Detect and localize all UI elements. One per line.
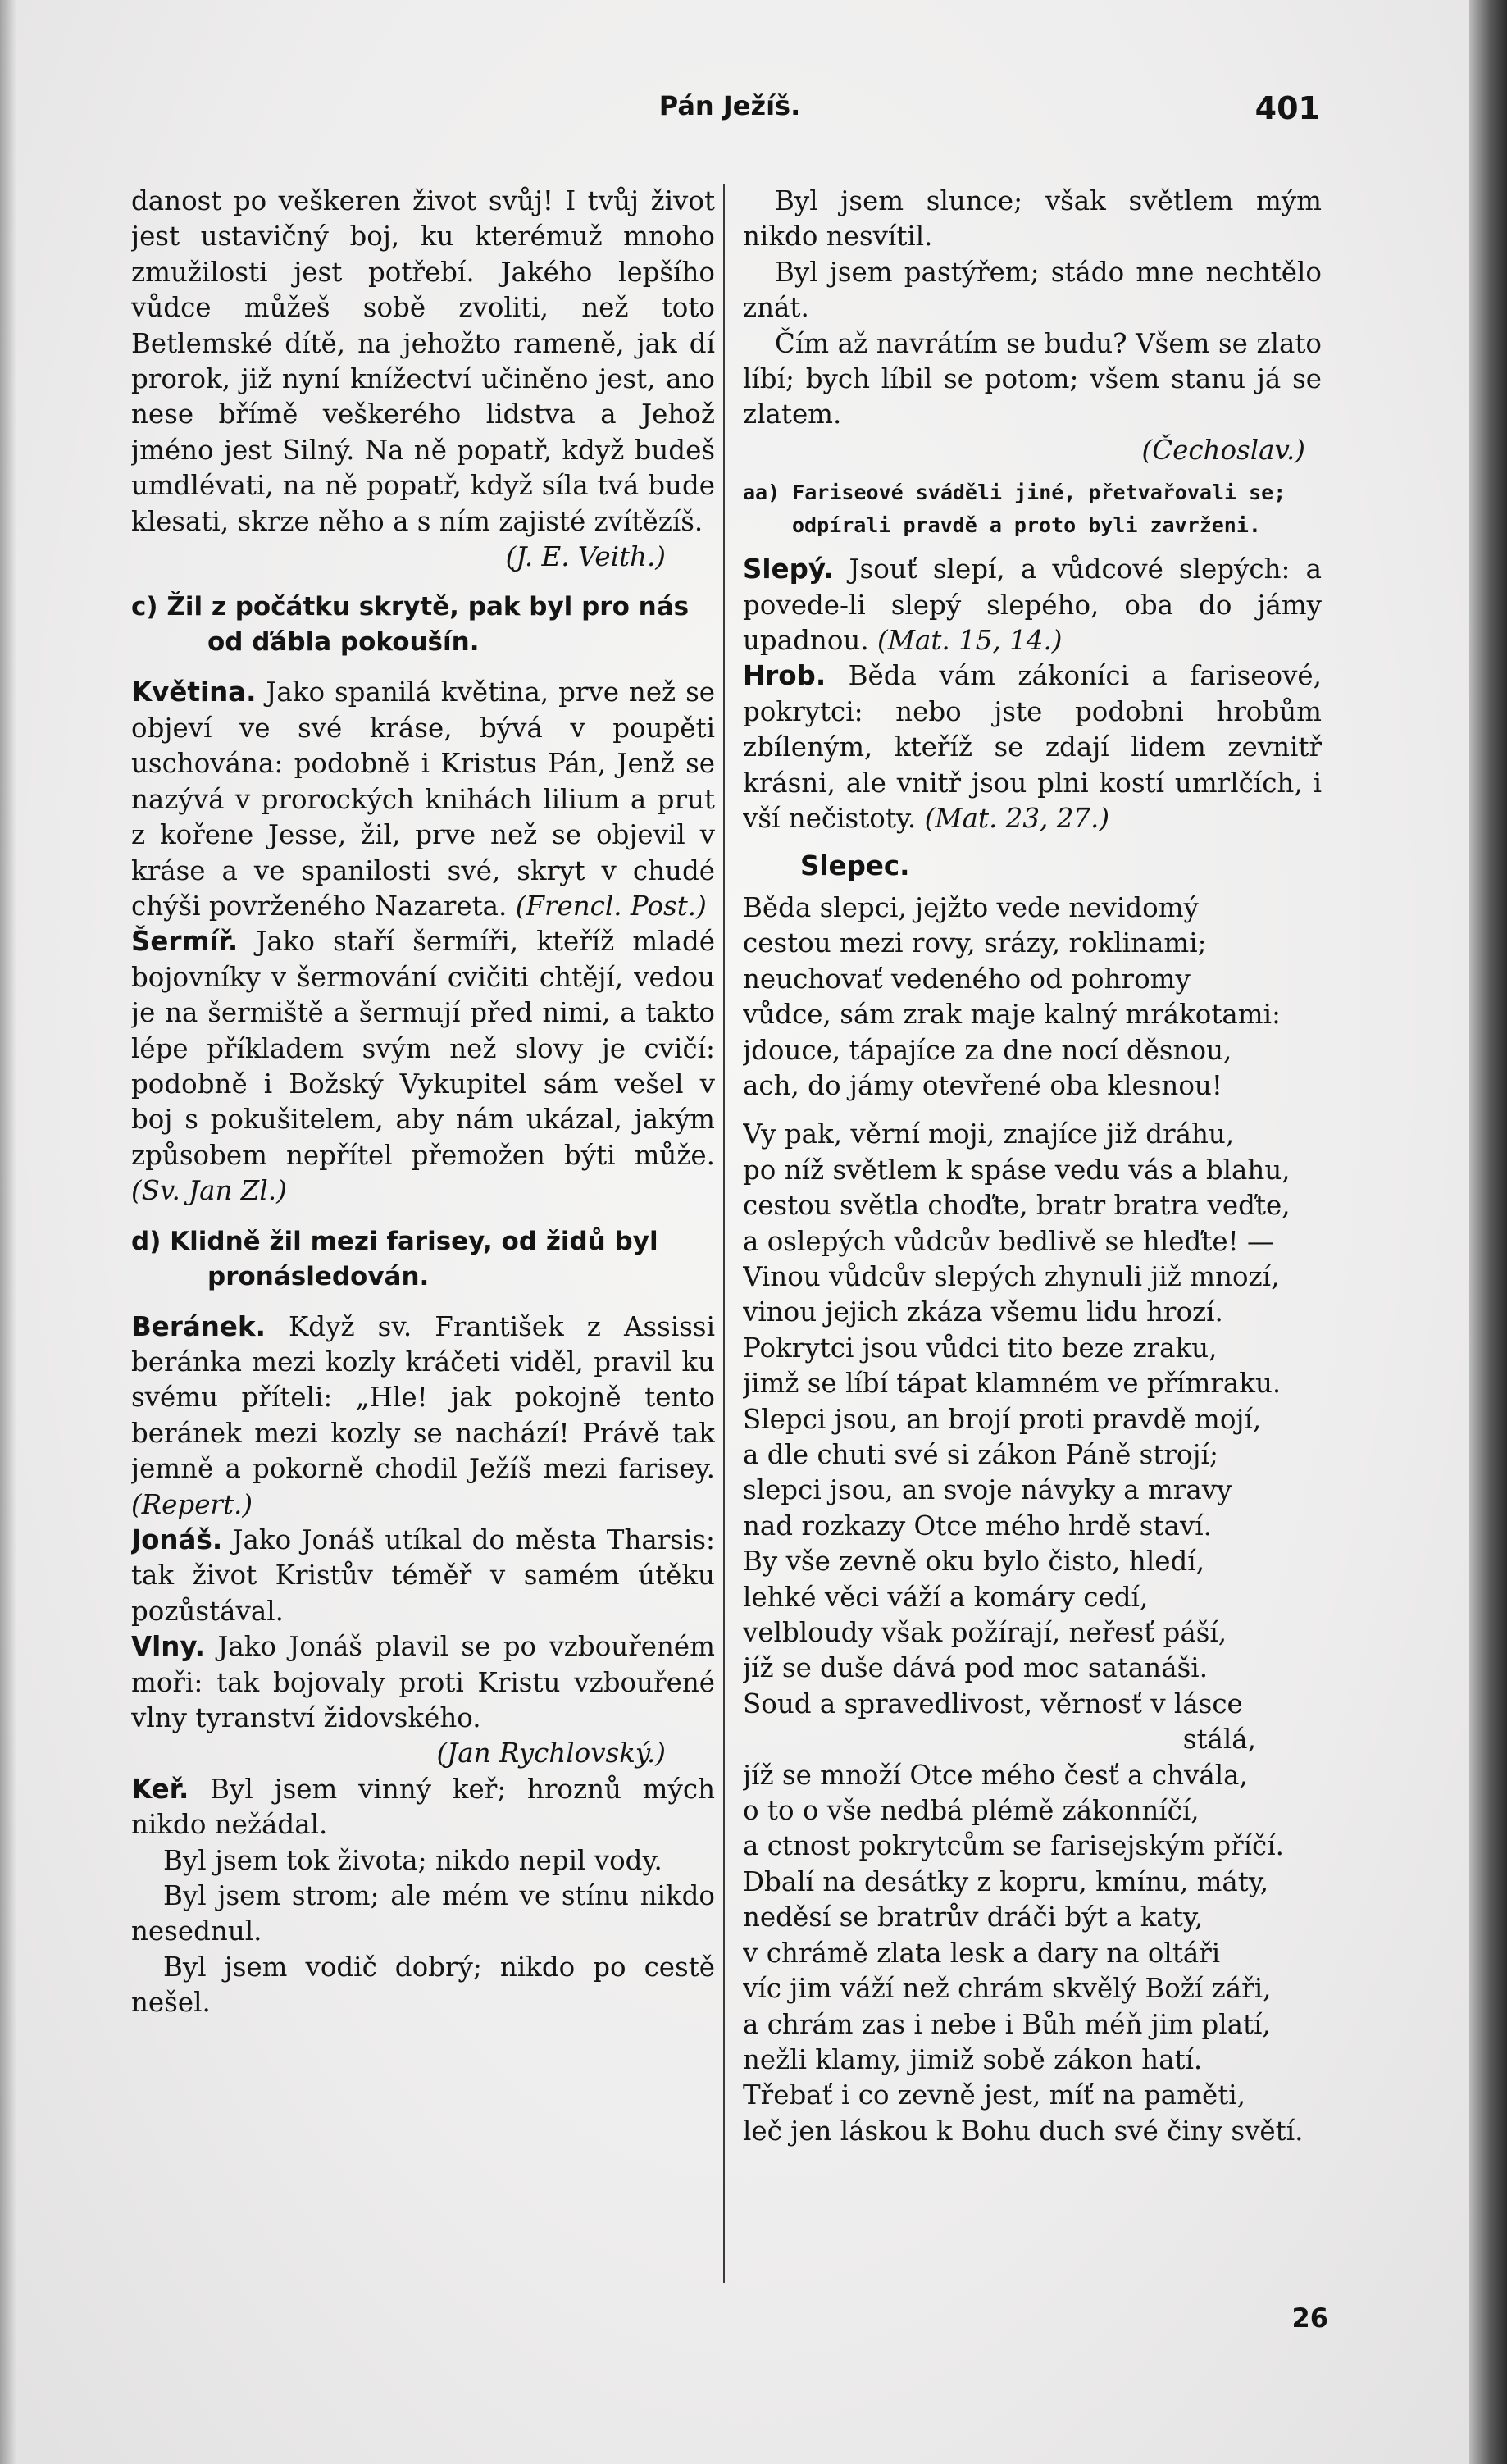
poem-line: jíž se duše dává pod moc satanáši. [743,1652,1209,1684]
line: Čím až navrátím se budu? Všem se zlato líbí; bych líbil se potom; všem stanu já se zlatem. [743,327,1322,430]
entry-jonas [131,1523,715,1629]
poem-line: slepci jsou, an svoje návyky a mravy [743,1474,1232,1506]
left-column [131,184,715,2283]
poem-line: nežli klamy, jimiž sobě zákon hatí. [743,2043,1203,2075]
entry-text: Jako spanilá květina, prve než se objeví ve své kráse, bývá v poupěti uschována: podobně i Kristus Pán, Jenž se nazývá v prorockých knihách lilium a prut z kořene Jesse, žil, prve než se objevil v kráse a ve spanilosti své, skryt v chudé chýši povrženého Nazareta. [131,676,715,922]
poem-stanza-1 [743,890,1322,1104]
intro-paragraph: danost po veškeren život svůj! I tvůj život jest ustavičný boj, ku kterémuž mnoho zmužilosti jest potřebí. Jakého lepšího vůdce můžeš sobě zvoliti, než toto Betlemské dítě, na jehožto rameně, jak dí prorok, již nyní knížectví učiněno jest, ano nese břímě veškerého lidstva a Jehož jméno jest Silný. Na ně popatř, když budeš umdlévati, na ně popatř, když síla tvá bude klesati, skrze něho a s ním zajisté zvítězíš. [131,185,715,537]
entry-sermir [131,924,715,1209]
column-divider [723,184,725,2283]
poem-line: ach, do jámy otevřené oba klesnou! [743,1069,1222,1101]
poem-line: leč jen láskou k Bohu duch své činy světí. [743,2115,1304,2147]
entry-text: Běda vám zákoníci a fariseové, pokrytci: nebo jste podobni hrobům zbíleným, kteříž se zdají lidem zevnitř krásni, ale vnitř jsou plni kostí umrlčích, i vší nečistoty. [743,660,1322,835]
keyword-sermir: Šermíř. [131,926,239,958]
section-heading-d: d) Klidně žil mezi farisey, od židů byl pronásledován. [131,1226,658,1291]
keyword-hrob: Hrob. [743,660,826,692]
page-right-edge [1469,0,1507,2464]
poem-line: neuchovať vedeného od pohromy [743,963,1191,995]
section-heading-aa: aa) Fariseové sváděli jiné, přetvařovali se; odpírali pravdě a proto byli zavrženi. [743,481,1286,538]
poem-line: a oslepých vůdcův bedlivě se hleďte! — [743,1225,1274,1257]
line: Byl jsem pastýřem; stádo mne nechtělo znát. [743,256,1322,324]
entry-source: (Mat. 15, 14.) [877,625,1063,657]
poem-line: Slepci jsou, an brojí proti pravdě mojí, [743,1403,1262,1435]
entry-text: Jsouť slepí, a vůdcové slepých: a povede-li slepý slepého, oba do jámy upadnou. [743,553,1322,657]
keyword-vlny: Vlny. [131,1631,205,1663]
entry-text: Byl jsem vinný keř; hroznů mých nikdo nežádal. [131,1773,715,1841]
poem-line: Třebať i co zevně jest, míť na paměti, [743,2079,1246,2111]
ker-line: Byl jsem tok života; nikdo nepil vody. [163,1844,662,1876]
ker-line: Byl jsem vodič dobrý; nikdo po cestě nešel. [131,1951,715,2019]
signature-mark: 26 [1291,2302,1328,2334]
entry-text: Jako Jonáš plavil se po vzbouřeném moři: tak bojovaly proti Kristu vzbouřené vlny tyranství židovského. [131,1631,715,1734]
poem-line: Vy pak, věrní moji, znajíce již dráhu, [743,1118,1235,1150]
poem-line: jíž se množí Otce mého česť a chvála, [743,1759,1248,1791]
poem-line: Vinou vůdcův slepých zhynuli již mnozí, [743,1260,1280,1292]
poem-title: Slepec. [800,849,910,881]
entry-text: Když sv. František z Assissi beránka mezi kozly kráčeti viděl, pravil ku svému příteli: „Hle! jak pokojně tento beránek mezi kozly se nachází! Právě tak jemně a pokorně chodil Ježíš mezi farisey. [131,1310,715,1485]
poem-line: nad rozkazy Otce mého hrdě staví. [743,1510,1212,1542]
ker-line: Byl jsem strom; ale mém ve stínu nikdo nesednul. [131,1880,715,1947]
page-number: 401 [1254,90,1320,126]
poem-line: a dle chuti své si zákon Páně strojí; [743,1439,1218,1470]
running-head: Pán Ježíš. [658,90,801,121]
line: Byl jsem slunce; však světlem mým nikdo nesvítil. [743,185,1322,253]
entry-text: Jako Jonáš utíkal do města Tharsis: tak život Kristův téměř v samém útěku pozůstával. [131,1524,715,1627]
poem-line: lehké věci váží a komáry cedí, [743,1581,1149,1613]
poem-line: jimž se líbí tápat klamném ve přímraku. [743,1368,1282,1400]
poem-line: cestou mezi rovy, srázy, roklinami; [743,927,1207,959]
keyword-jonas: Jonáš. [131,1524,223,1555]
entry-source: (Sv. Jan Zl.) [131,1175,287,1207]
page-left-shadow [0,0,16,2464]
entry-source: (Repert.) [131,1488,253,1520]
poem-line: jdouce, tápajíce za dne nocí děsnou, [743,1034,1232,1066]
poem-line: Běda slepci, jejžto vede nevidomý [743,891,1199,923]
poem-line: vinou jejich zkáza všemu lidu hrozí. [743,1296,1223,1328]
intro-source: (J. E. Veith.) [505,541,666,573]
entry-hrob [743,658,1322,836]
right-column [743,184,1322,2283]
poem-stanza-2 [743,1117,1322,2149]
top-source: (Čechoslav.) [1141,434,1305,466]
entry-slepy [743,552,1322,658]
keyword-kvetina: Květina. [131,676,257,708]
poem-line: Pokrytci jsou vůdci tito beze zraku, [743,1332,1218,1364]
poem-line: velbloudy však požírají, neřesť páší, [743,1617,1227,1649]
section-heading-c: c) Žil z počátku skrytě, pak byl pro nás od ďábla pokoušín. [131,592,690,658]
keyword-beranek: Beránek. [131,1310,266,1342]
poem-line: v chrámě zlata lesk a dary na oltáři [743,1937,1221,1969]
poem-line: By vše zevně oku bylo čisto, hledí, [743,1546,1205,1578]
entry-beranek [131,1309,715,1523]
entry-text: Jako staří šermíři, kteříž mladé bojovníky v šermování cvičiti chtějí, vedou je na šermiště a šermují před nimi, a takto lépe příkladem svým než slovy je cvičí: podobně i Božský Vykupitel sám vešel v boj s pokušitelem, aby nám ukázal, jakým způsobem nepřítel přemožen býti může. [131,926,715,1171]
poem-line: Dbalí na desátky z kopru, kmínu, máty, [743,1865,1269,1897]
poem-line: cestou světla choďte, bratr bratra veďte, [743,1190,1291,1222]
poem-line: víc jim váží než chrám skvělý Boží záři, [743,1973,1272,2005]
poem-line: vůdce, sám zrak maje kalný mrákotami: [743,999,1281,1031]
entry-source: (Mat. 23, 27.) [924,803,1110,835]
entry-source: (Frencl. Post.) [515,890,707,922]
poem-line: a ctnost pokrytcům se farisejským příčí. [743,1830,1284,1862]
entry-kvetina [131,675,715,924]
poem-line-continuation: stálá, [1182,1724,1256,1756]
poem-line: Soud a spravedlivost, věrnosť v lásce [743,1687,1243,1719]
poem-line: neděsí se bratrův dráči být a katy, [743,1902,1204,1933]
poem-line: o to o vše nedbá plémě zákonníčí, [743,1795,1200,1827]
vlny-source: (Jan Rychlovský.) [436,1738,666,1769]
keyword-slepy: Slepý. [743,553,834,585]
poem-line: po níž světlem k spáse vedu vás a blahu, [743,1154,1291,1186]
stanza-gap [743,1104,1322,1117]
entry-vlny [131,1629,715,1736]
keyword-ker: Keř. [131,1773,189,1805]
poem-line: a chrám zas i nebe i Bůh méň jim platí, [743,2008,1271,2040]
entry-ker [131,1772,715,1843]
